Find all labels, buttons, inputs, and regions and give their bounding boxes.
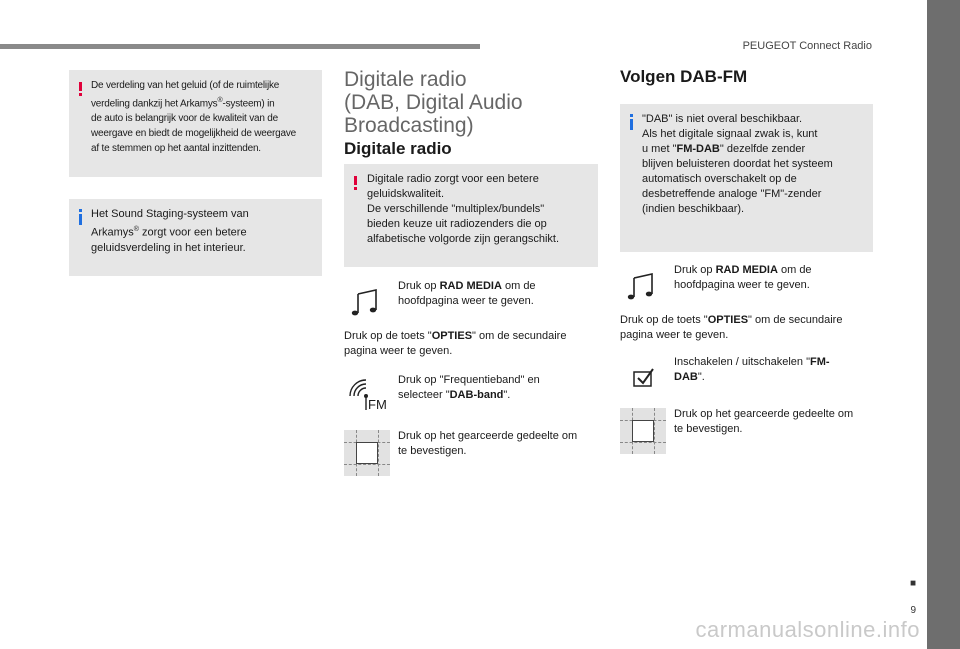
fm-label: FM <box>368 397 387 412</box>
checkbox-icon <box>620 356 666 402</box>
step-confirm: Druk op het gearceerde gedeelte om te bevestigen. <box>398 430 578 457</box>
step-rad-media: Druk op RAD MEDIA om de hoofdpagina weer te geven. <box>674 264 812 291</box>
page-number: 9 <box>910 605 916 616</box>
warning-text: Digitale radio zorgt voor een betere geluidskwaliteit. De verschillende "multiplex/bundels" bieden keuze uit radiozenders die op alfabetische volgorde zijn gerangschikt. <box>367 173 560 245</box>
section-title-digital-radio: Digitale radio <box>344 139 452 158</box>
page-title: Digitale radio (DAB, Digital Audio Broadcasting) <box>344 68 523 137</box>
watermark: carmanualsonline.info <box>695 617 920 642</box>
radio-fm-icon <box>344 372 390 418</box>
section-title-dab-fm: Volgen DAB-FM <box>620 67 748 86</box>
info-icon <box>630 114 634 130</box>
step-opties: Druk op de toets "OPTIES" om de secundaire pagina weer te geven. <box>620 314 843 341</box>
step-rad-media: Druk op RAD MEDIA om de hoofdpagina weer te geven. <box>398 280 536 307</box>
warning-box-digital-radio <box>344 164 598 267</box>
info-text: Het Sound Staging-systeem van Arkamys® zorgt voor een betere geluidsverdeling in het interieur. <box>91 208 249 254</box>
end-marker: ■ <box>909 578 916 589</box>
music-note-icon <box>344 280 390 326</box>
step-fm-dab-toggle: Inschakelen / uitschakelen "FM- DAB". <box>674 356 830 383</box>
confirm-area-icon <box>620 408 666 454</box>
info-text: "DAB" is niet overal beschikbaar. Als het digitale signaal zwak is, kunt u met "FM-DAB" dezelfde zender blijven beluisteren doordat het systeem automatisch overschakelt op de desbetreffende analoge "FM"-zender (indien beschikbaar). <box>642 113 833 215</box>
confirm-area-icon <box>344 430 390 476</box>
warning-box-sound <box>69 70 322 177</box>
music-note-icon <box>620 264 666 310</box>
warning-icon <box>354 176 358 190</box>
warning-icon <box>79 82 83 96</box>
step-confirm: Druk op het gearceerde gedeelte om te bevestigen. <box>674 408 854 435</box>
warning-text: De verdeling van het geluid (of de ruimtelijke verdeling dankzij het Arkamys®-systeem) in de auto is belangrijk voor de kwaliteit van de weergave en biedt de mogelijkheid de weergave af te stemmen op het aantal inzittenden. <box>91 80 297 155</box>
header-title: PEUGEOT Connect Radio <box>742 40 872 52</box>
info-icon <box>79 209 83 225</box>
step-opties: Druk op de toets "OPTIES" om de secundaire pagina weer te geven. <box>344 330 567 357</box>
info-box-dab <box>620 104 873 252</box>
info-box-sound-staging <box>69 199 322 276</box>
page-sidebar <box>927 0 960 649</box>
step-frequentieband: Druk op "Frequentieband" en selecteer "DAB-band". <box>398 374 540 401</box>
top-rule <box>0 44 480 49</box>
